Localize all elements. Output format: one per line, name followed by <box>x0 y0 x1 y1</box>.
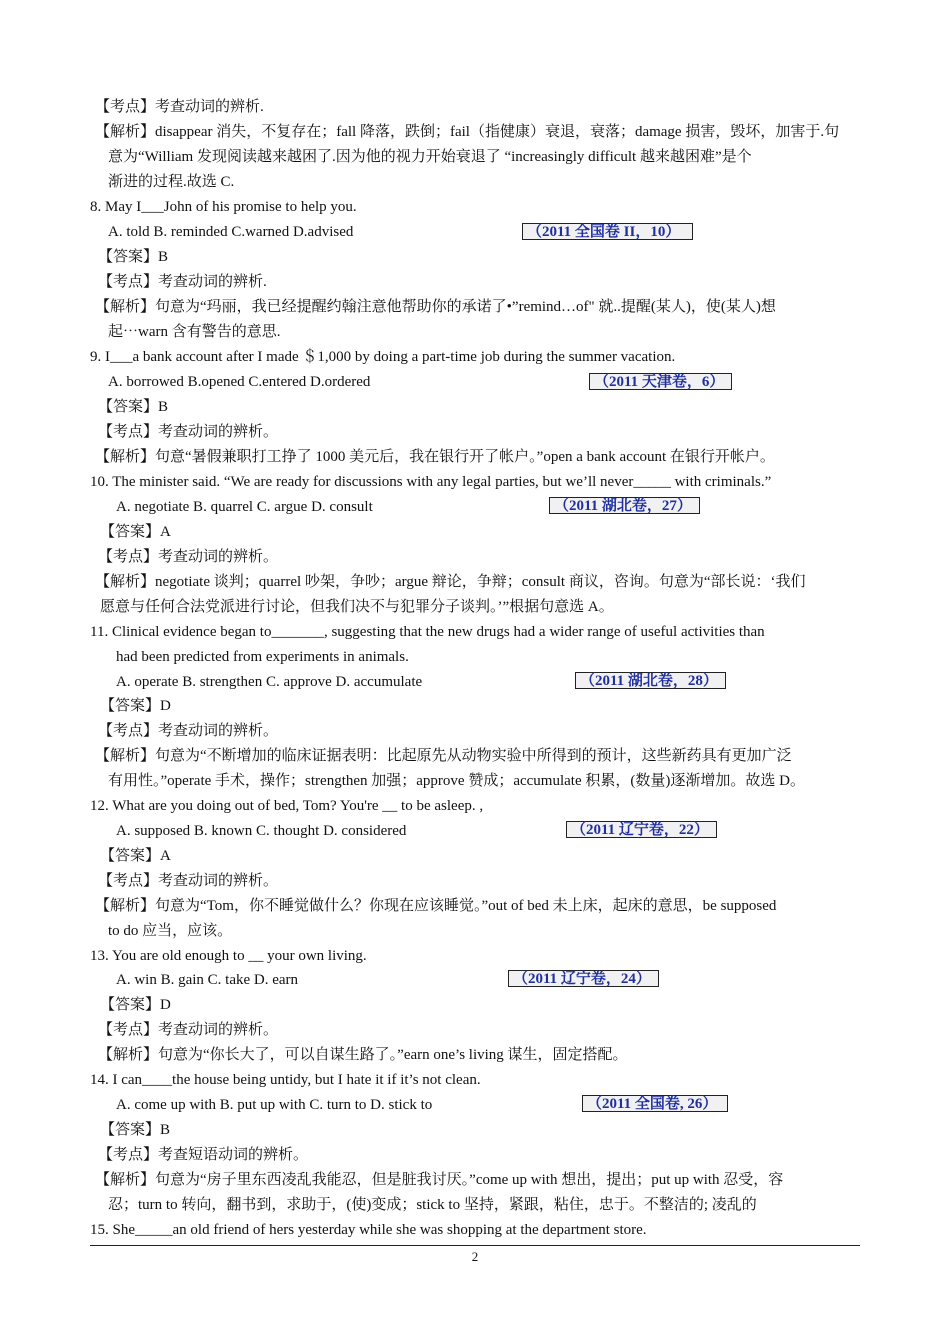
text-line: 【考点】考查动词的辨析. <box>98 274 267 290</box>
text-line: 【解析】句意为“Tom，你不睡觉做什么？你现在应该睡觉。”out of bed 未上床，起床的意思，be supposed <box>95 898 777 914</box>
question-stem: 9. I___a bank account after I made ＄1,000 by doing a part-time job during the summer vacation. <box>90 349 676 365</box>
answer-line: 【答案】A <box>100 524 171 540</box>
text-line: 【考点】考查动词的辨析. <box>95 99 264 115</box>
answer-options: A. come up with B. put up with C. turn to D. stick to <box>116 1097 433 1113</box>
text-line: 【解析】disappear 消失，不复存在；fall 降落，跌倒；fail（指健康）衰退，衰落；damage 损害，毁坏，加害于.句 <box>95 124 840 140</box>
answer-line: 【答案】A <box>100 848 171 864</box>
question-stem: 10. The minister said. “We are ready for discussions with any legal parties, but we’ll never_____ with criminals.” <box>90 474 772 490</box>
text-line: 【解析】negotiate 谈判；quarrel 吵架，争吵；argue 辩论，争辩；consult 商议，咨询。句意为“部长说：‘我们 <box>95 574 806 590</box>
text-line: 【考点】考查动词的辨析。 <box>98 549 279 565</box>
page-number: 2 <box>471 1249 479 1264</box>
text-line: 【解析】句意为“玛丽，我已经提醒约翰注意他帮助你的承诺了•”remind…of" 就..提醒(某人)，使(某人)想 <box>95 299 776 315</box>
text-line: had been predicted from experiments in animals. <box>116 649 409 665</box>
text-line: 【解析】句意“暑假兼职打工挣了 1000 美元后，我在银行开了帐户。”open a bank account 在银行开帐户。 <box>95 449 775 465</box>
text-line: 【考点】考查短语动词的辨析。 <box>98 1147 309 1163</box>
source-tag: （2011 辽宁卷，22） <box>566 821 717 838</box>
text-line: 忍；turn to 转向，翻书到，求助于，(使)变成；stick to 坚持，紧跟，粘住，忠于。不整洁的; 凌乱的 <box>108 1197 757 1213</box>
text-line: 【考点】考查动词的辨析。 <box>98 723 279 739</box>
answer-line: 【答案】D <box>100 698 171 714</box>
text-line: to do 应当，应该。 <box>108 923 233 939</box>
text-line: 【考点】考查动词的辨析。 <box>98 1022 279 1038</box>
text-line: 起⋯warn 含有警告的意思. <box>108 324 281 340</box>
text-line: 【考点】考查动词的辨析。 <box>98 424 279 440</box>
answer-line: 【答案】D <box>100 997 171 1013</box>
question-stem: 8. May I___John of his promise to help you. <box>90 199 357 215</box>
answer-line: 【答案】B <box>98 249 169 265</box>
answer-options: A. borrowed B.opened C.entered D.ordered <box>108 374 371 390</box>
source-tag: （2011 全国卷, 26） <box>582 1095 728 1112</box>
source-tag: （2011 辽宁卷，24） <box>508 970 659 987</box>
answer-line: 【答案】B <box>98 399 169 415</box>
text-line: 【考点】考查动词的辨析。 <box>98 873 279 889</box>
source-tag: （2011 全国卷 II，10） <box>522 223 693 240</box>
question-stem: 14. I can____the house being untidy, but I hate it if it’s not clean. <box>90 1072 481 1088</box>
answer-options: A. operate B. strengthen C. approve D. accumulate <box>116 674 423 690</box>
question-stem: 13. You are old enough to __ your own living. <box>90 948 367 964</box>
answer-options: A. negotiate B. quarrel C. argue D. consult <box>116 499 373 515</box>
source-tag: （2011 天津卷，6） <box>589 373 732 390</box>
text-line: 有用性。”operate 手术，操作；strengthen 加强；approve 赞成；accumulate 积累，(数量)逐渐增加。故选 D。 <box>108 773 805 789</box>
source-tag: （2011 湖北卷，27） <box>549 497 700 514</box>
text-line: 【解析】句意为“房子里东西凌乱我能忍，但是脏我讨厌。”come up with 想出，提出；put up with 忍受，容 <box>95 1172 784 1188</box>
question-stem: 15. She_____an old friend of hers yesterday while she was shopping at the department store. <box>90 1222 647 1238</box>
question-stem: 12. What are you doing out of bed, Tom? You're __ to be asleep. , <box>90 798 484 814</box>
text-line: 【解析】句意为“不断增加的临床证据表明：比起原先从动物实验中所得到的预计，这些新药具有更加广泛 <box>95 748 792 764</box>
footer-divider <box>90 1245 860 1246</box>
text-line: 愿意与任何合法党派进行讨论，但我们决不与犯罪分子谈判。’”根据句意选 A。 <box>100 599 614 615</box>
answer-options: A. win B. gain C. take D. earn <box>116 972 299 988</box>
text-line: 渐进的过程.故选 C. <box>108 174 235 190</box>
answer-options: A. told B. reminded C.warned D.advised <box>108 224 354 240</box>
answer-line: 【答案】B <box>100 1122 171 1138</box>
text-line: 【解析】句意为“你长大了，可以自谋生路了。”earn one’s living 谋生，固定搭配。 <box>98 1047 628 1063</box>
text-line: 意为“William 发现阅读越来越困了.因为他的视力开始衰退了 “increasingly difficult 越来越困难”是个 <box>108 149 752 165</box>
answer-options: A. supposed B. known C. thought D. considered <box>116 823 407 839</box>
source-tag: （2011 湖北卷，28） <box>575 672 726 689</box>
question-stem: 11. Clinical evidence began to_______, suggesting that the new drugs had a wider range of useful activities than <box>90 624 765 640</box>
